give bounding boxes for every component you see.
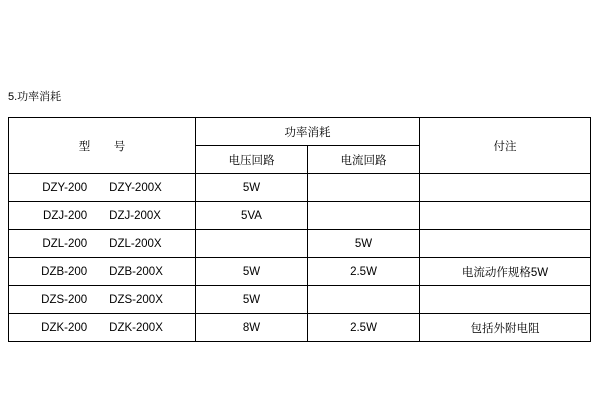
model-code-a: DZS-200 — [41, 293, 88, 306]
model-code-a: DZJ-200 — [43, 209, 88, 222]
cell-model — [9, 314, 196, 342]
cell-voltage: 5W — [196, 258, 308, 286]
cell-current — [308, 174, 420, 202]
model-code-b: DZS-200X — [109, 293, 163, 306]
table-row — [9, 174, 591, 202]
table-row — [9, 314, 591, 342]
cell-voltage: 5W — [196, 174, 308, 202]
cell-voltage — [196, 230, 308, 258]
cell-voltage: 5VA — [196, 202, 308, 230]
cell-model — [9, 258, 196, 286]
cell-model — [9, 286, 196, 314]
table-header — [9, 118, 591, 174]
cell-current: 5W — [308, 230, 420, 258]
header-note: 付注 — [420, 118, 591, 174]
cell-model — [9, 202, 196, 230]
header-power-consumption: 功率消耗 — [196, 118, 420, 146]
model-code-b: DZJ-200X — [109, 209, 161, 222]
table-row — [9, 286, 591, 314]
header-voltage-circuit: 电压回路 — [196, 146, 308, 174]
model-code-b: DZK-200X — [109, 321, 163, 334]
power-consumption-table — [8, 117, 591, 342]
table-row — [9, 258, 591, 286]
cell-current — [308, 286, 420, 314]
power-consumption-table-wrap — [8, 117, 590, 342]
cell-note — [420, 202, 591, 230]
table-row — [9, 230, 591, 258]
model-code-a: DZY-200 — [42, 181, 88, 194]
section-heading: 5.功率消耗 — [8, 91, 62, 103]
cell-current: 2.5W — [308, 258, 420, 286]
cell-note — [420, 174, 591, 202]
header-model — [9, 118, 196, 174]
cell-note — [420, 230, 591, 258]
model-code-b: DZY-200X — [109, 181, 162, 194]
model-code-a: DZL-200 — [42, 237, 88, 250]
model-code-a: DZB-200 — [41, 265, 88, 278]
header-current-circuit: 电流回路 — [308, 146, 420, 174]
cell-model — [9, 230, 196, 258]
table-header-row-1 — [9, 118, 591, 146]
cell-note — [420, 286, 591, 314]
cell-voltage: 8W — [196, 314, 308, 342]
header-model-label: 型 号 — [78, 140, 132, 153]
cell-current — [308, 202, 420, 230]
cell-note: 包括外附电阻 — [420, 314, 591, 342]
cell-current: 2.5W — [308, 314, 420, 342]
table-body — [9, 174, 591, 342]
cell-note: 电流动作规格5W — [420, 258, 591, 286]
cell-voltage: 5W — [196, 286, 308, 314]
cell-model — [9, 174, 196, 202]
table-row — [9, 202, 591, 230]
model-code-b: DZB-200X — [109, 265, 163, 278]
model-code-b: DZL-200X — [109, 237, 162, 250]
model-code-a: DZK-200 — [41, 321, 88, 334]
